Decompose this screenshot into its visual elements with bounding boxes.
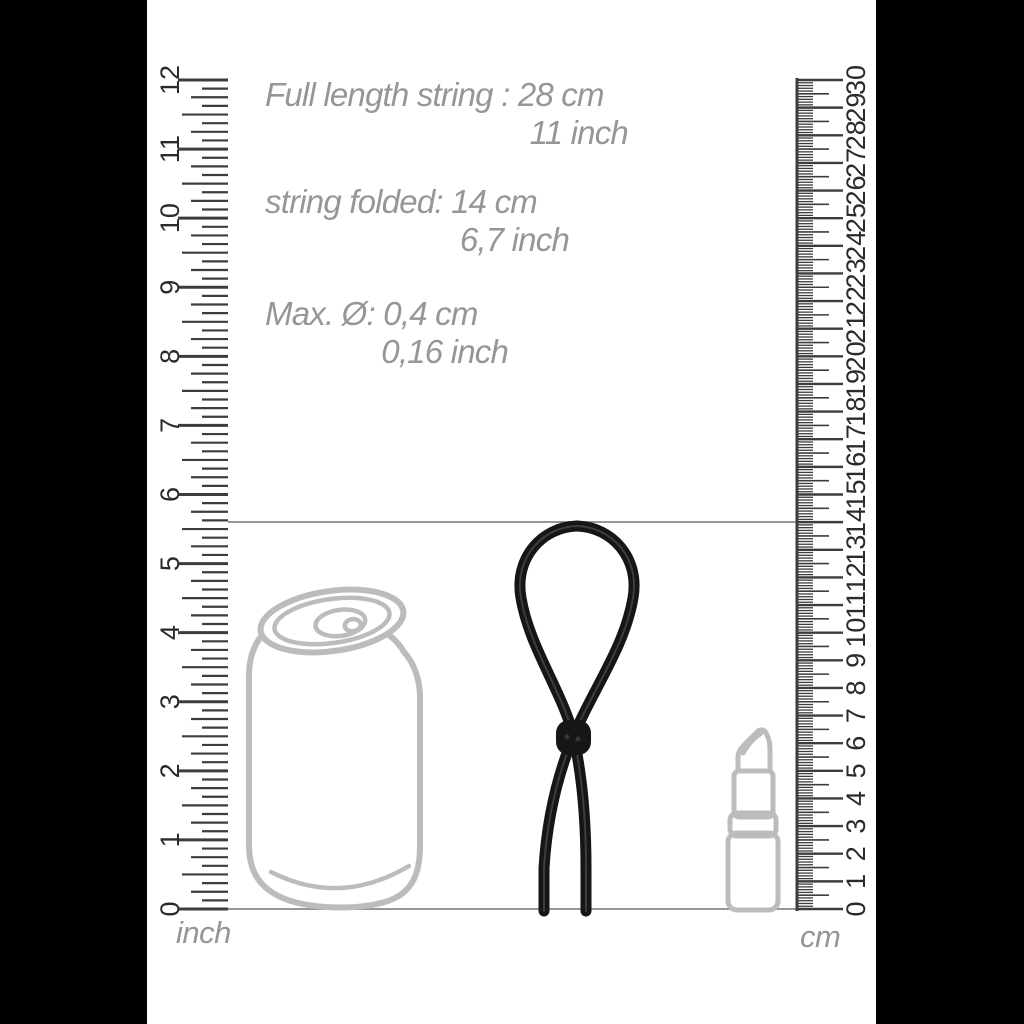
inch-number-0: 0 (155, 901, 185, 917)
cm-number-13: 13 (841, 534, 871, 565)
cm-number-15: 15 (841, 479, 871, 510)
soda-can-illustration (249, 581, 420, 907)
inch-number-1: 1 (155, 832, 185, 848)
cm-number-1: 1 (841, 873, 871, 889)
inch-unit-label: inch (176, 915, 231, 950)
cm-number-5: 5 (841, 763, 871, 779)
cm-number-21: 21 (841, 313, 871, 344)
inch-number-11: 11 (155, 135, 185, 164)
inch-number-8: 8 (155, 348, 185, 364)
spec-full-length-imperial: 11 inch (529, 114, 628, 151)
cm-number-3: 3 (841, 818, 871, 834)
spec-diameter-imperial: 0,16 inch (381, 333, 508, 370)
inch-number-9: 9 (155, 279, 185, 295)
lipstick-inner-tube (734, 771, 773, 817)
cm-number-10: 10 (841, 617, 871, 648)
inch-number-10: 10 (155, 203, 185, 234)
spec-folded-imperial: 6,7 inch (459, 221, 569, 258)
cm-number-9: 9 (841, 652, 871, 668)
cm-number-22: 22 (841, 286, 871, 317)
cm-number-18: 18 (841, 396, 871, 427)
inch-number-2: 2 (155, 763, 185, 779)
cm-number-17: 17 (841, 424, 871, 455)
inch-number-6: 6 (155, 486, 185, 503)
slider-bead (556, 720, 591, 755)
cm-ruler (797, 65, 871, 917)
inch-number-12: 12 (155, 64, 185, 96)
bead-glint-right (576, 737, 581, 742)
inch-ruler (155, 65, 228, 917)
cm-number-28: 28 (841, 120, 871, 151)
cm-number-14: 14 (841, 507, 871, 538)
inch-number-5: 5 (155, 556, 185, 572)
cm-number-12: 12 (841, 562, 871, 593)
inch-number-7: 7 (155, 417, 185, 433)
lipstick-base-tube (728, 833, 778, 910)
adjustable-loop-product (520, 526, 634, 911)
cm-number-8: 8 (841, 680, 871, 696)
cm-number-30: 30 (841, 64, 871, 96)
spec-folded-metric: string folded: 14 cm (265, 183, 537, 220)
cm-number-4: 4 (841, 790, 871, 806)
cm-number-6: 6 (841, 735, 871, 751)
cm-number-26: 26 (841, 175, 871, 206)
inch-number-3: 3 (155, 694, 185, 710)
cm-number-24: 24 (841, 230, 871, 261)
cm-number-11: 11 (841, 591, 871, 620)
cm-number-27: 27 (841, 147, 871, 178)
can-body-outline (249, 615, 420, 907)
inch-number-4: 4 (155, 625, 185, 641)
cm-unit-label: cm (800, 919, 841, 954)
cm-number-16: 16 (841, 451, 871, 482)
cm-number-29: 29 (841, 92, 871, 123)
cm-number-20: 20 (841, 341, 871, 372)
cm-number-0: 0 (841, 901, 871, 917)
cm-number-7: 7 (841, 708, 871, 724)
cm-number-25: 25 (841, 203, 871, 234)
spec-full-length-metric: Full length string : 28 cm (265, 76, 604, 113)
lipstick-illustration (728, 730, 778, 910)
spec-diameter-metric: Max. Ø: 0,4 cm (265, 295, 478, 332)
cm-number-23: 23 (841, 258, 871, 289)
bead-glint-left (565, 735, 570, 740)
cm-number-19: 19 (841, 368, 871, 399)
cm-number-2: 2 (841, 846, 871, 862)
